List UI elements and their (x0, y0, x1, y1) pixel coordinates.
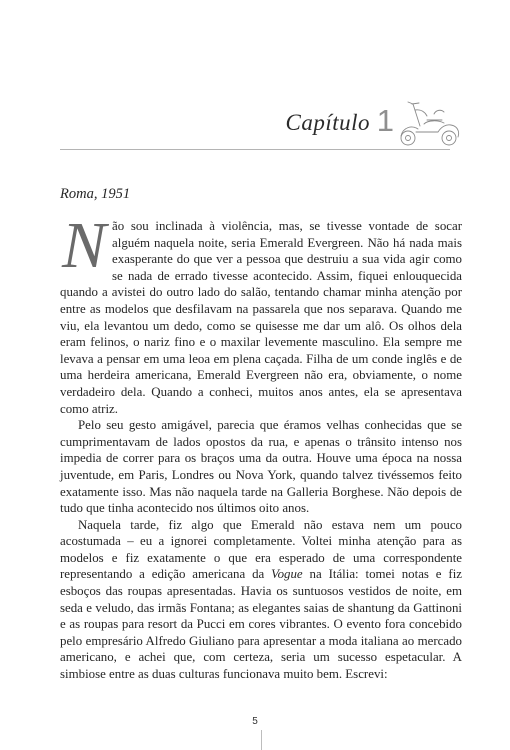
chapter-title: Capítulo (285, 110, 370, 135)
scooter-illustration-icon (394, 96, 464, 148)
body-text (60, 209, 462, 683)
chapter-divider (60, 149, 450, 150)
paragraph (60, 209, 462, 417)
footer-divider (261, 730, 262, 750)
paragraph-text: Pelo seu gesto amigável, parecia que éramos velhas conhecidas que se cumprimentavam de lados opostos da rua, e apenas o trânsito intenso nos impedia de correr para os braços uma da outra. Houve uma época na nossa juventude, em Paris, Londres ou Nova York, quando talvez tivéssemos feito exatamente isso. Mas não naquela tarde na Galleria Borghese. Não depois de tudo que tinha acontecido nos últimos oito anos. (60, 418, 462, 516)
paragraph-text: Naquela tarde, fiz algo que Emerald não estava nem um pouco acostumada – eu a ignorei completamente. Voltei minha atenção para as modelos e fiz exatamente o que era esperado de uma correspondente representando a edição americana da (60, 517, 462, 582)
chapter-header (0, 92, 510, 162)
drop-cap: N (62, 209, 107, 282)
paragraph-text: na Itália: tomei notas e fiz esboços das roupas apresentadas. Havia os suntuosos vestidos de noite, em seda e veludo, das irmãs Fontana; as elegantes saias de shantung da Gattinoni e as roupas para resort da Pucci em cores vibrantes. O evento fora concebido pelo empresário Alfredo Giuliano para apresentar a moda italiana ao mercado americano, e achei que, com certeza, seria um sucesso espetacular. A simbiose entre as duas culturas funcionava muito bem. Escrevi: (60, 567, 462, 682)
place-date: Roma, 1951 (60, 186, 131, 202)
paragraph-text: ão sou inclinada à violência, mas, se tivesse vontade de socar alguém naquela noite, seria Emerald Evergreen. Não há nada mais exasperante do que ver a pessoa que destruiu a sua vida agir como se nada de errado tivesse acontecido. Assim, fiquei enlouquecida quando a avistei do outro lado do salão, tentando chamar minha atenção por entre as modelos que desfilavam na passarela que nos separava. Quando me viu, ela levantou um dedo, como se quisesse me dar um alô. Os olhos dela eram felinos, o nariz fino e o maxilar levemente masculino. Ela sempre me levava a pensar em uma leoa em plena caçada. Filha de um conde inglês e de uma herdeira americana, Emerald Evergreen não era, obviamente, o nome verdadeiro dela. Quando a conheci, muitos anos antes, ela se apresentava como atriz. (60, 219, 462, 416)
page-number: 5 (252, 716, 258, 727)
magazine-title: Vogue (271, 567, 303, 582)
chapter-number: 1 (376, 103, 394, 138)
paragraph (60, 417, 462, 517)
paragraph (60, 517, 462, 683)
